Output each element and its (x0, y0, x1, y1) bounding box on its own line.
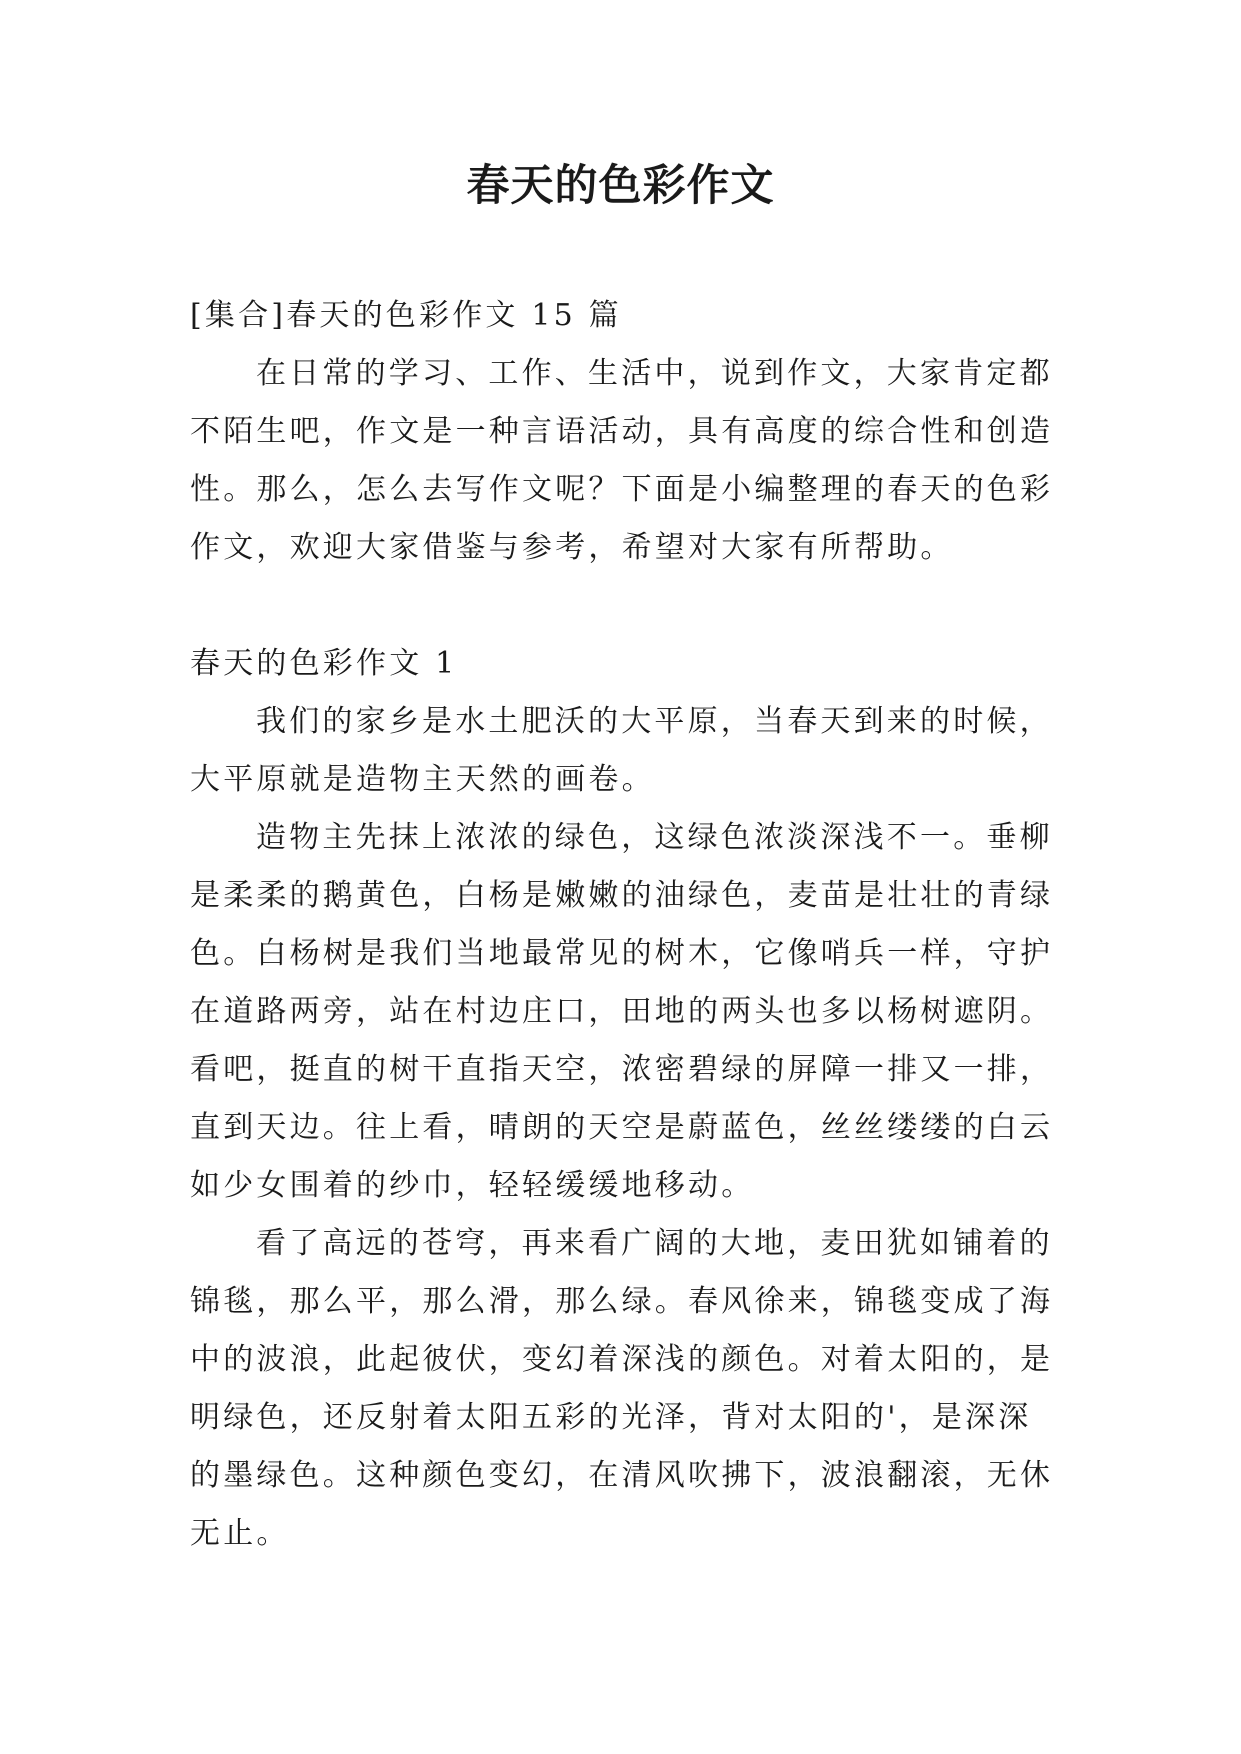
section-heading: 春天的色彩作文 1 (190, 646, 458, 681)
document-body (190, 287, 1056, 1563)
body-paragraph: 造物主先抹上浓浓的绿色，这绿色浓淡深浅不一。垂柳是柔柔的鹅黄色，白杨是嫩嫩的油绿色，麦苗是壮壮的青绿色。白杨树是我们当地最常见的树木，它像哨兵一样，守护在道路两旁，站在村边庄口，田地的两头也多以杨树遮阴。看吧，挺直的树干直指天空，浓密碧绿的屏障一排又一排，直到天边。往上看，晴朗的天空是蔚蓝色，丝丝缕缕的白云如少女围着的纱巾，轻轻缓缓地移动。 (190, 820, 1054, 1203)
intro-paragraph: 在日常的学习、工作、生活中，说到作文，大家肯定都不陌生吧，作文是一种言语活动，具有高度的综合性和创造性。那么，怎么去写作文呢？下面是小编整理的春天的色彩作文，欢迎大家借鉴与参考，希望对大家有所帮助。 (190, 356, 1054, 565)
body-paragraph: 我们的家乡是水土肥沃的大平原，当春天到来的时候，大平原就是造物主天然的画卷。 (190, 704, 1053, 797)
document-subtitle: [集合]春天的色彩作文 15 篇 (190, 298, 622, 333)
document-title: 春天的色彩作文 (466, 161, 775, 211)
body-paragraph: 看了高远的苍穹，再来看广阔的大地，麦田犹如铺着的锦毯，那么平，那么滑，那么绿。春风徐来，锦毯变成了海中的波浪，此起彼伏，变幻着深浅的颜色。对着太阳的，是明绿色，还反射着太阳五彩的光泽，背对太阳的'，是深深的墨绿色。这种颜色变幻，在清风吹拂下，波浪翻滚，无休无止。 (190, 1226, 1054, 1551)
